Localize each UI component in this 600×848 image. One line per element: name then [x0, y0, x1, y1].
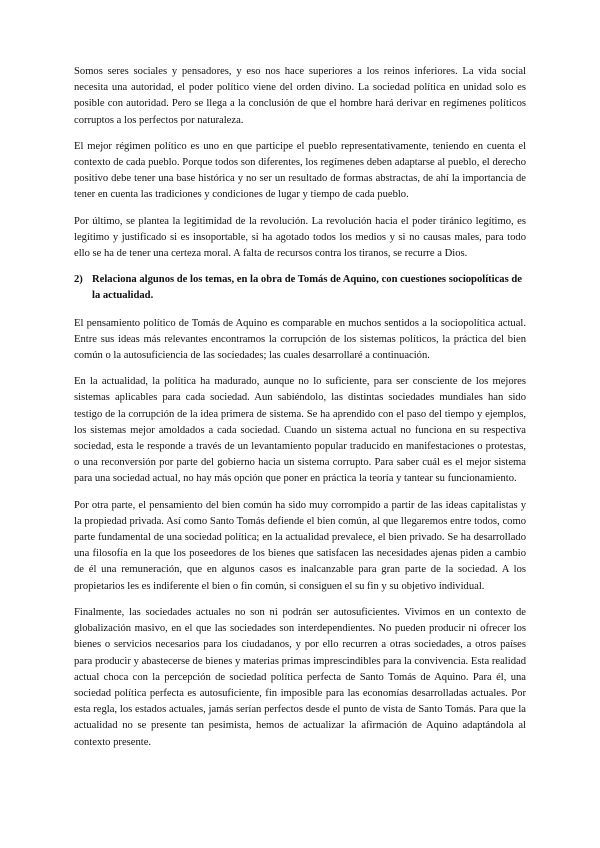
paragraph-best-regime: El mejor régimen político es uno en que participe el pueblo representativamente, teniendo en cuenta el contexto de cada pueblo. Porque todos son diferentes, los regímenes deben adaptarse al pueblo, el derecho positivo debe tener una base histórica y no ser un resultado de formas abstractas, de ahí la importancia de tener en cuenta las tradiciones y condiciones de lugar y tiempo de cada pueblo. [74, 140, 526, 201]
paragraph-self-sufficiency: Finalmente, las sociedades actuales no son ni podrán ser autosuficientes. Vivimos en un contexto de globalización masivo, en el que las sociedades son interdependientes. No pueden producir ni ofrecer los bienes o servicios necesarios para los ciudadanos, y por ello recurren a otras sociedades, a otros países para producir y abastecerse de bienes y materias primas imprescindibles para la convivencia. Esta realidad actual choca con la percepción de sociedad política perfecta de Santo Tomás de Aquino. Para él, una sociedad política perfecta es autosuficiente, fin imposible para las economías desarrolladas actuales. Por esta regla, los estados actuales, jamás serían perfectos desde el punto de vista de Santo Tomás. Para que la actualidad no se presente tan pesimista, hemos de actualizar la afirmación de Aquino adaptándola al contexto presente. [74, 606, 526, 748]
section-heading [74, 272, 526, 304]
paragraph-common-good: Por otra parte, el pensamiento del bien común ha sido muy corrompido a partir de las ideas capitalistas y la propiedad privada. Así como Santo Tomás defiende el bien común, al que llegaremos entre todos, como parte fundamental de una sociedad política; en la actualidad prevalece, el bien privado. Se ha desarrollado una filosofía en la que los poseedores de los bienes que satisfacen las necesidades ajenas piden a cambio de él una remuneración, que en algunos casos es inalcanzable para gran parte de la sociedad. A los propietarios les es indiferente el bien o fin común, si consiguen el su fin y su objetivo individual. [74, 499, 526, 592]
section-title: Relaciona algunos de los temas, en la obra de Tomás de Aquino, con cuestiones sociopolíticas de la actualidad. [92, 274, 522, 302]
paragraph-revolution: Por último, se plantea la legitimidad de la revolución. La revolución hacia el poder tiránico legítimo, es legítimo y justificado si es insoportable, si ha agotado todos los medios y si no causas males, para todo ello se ha de tener una certeza moral. A falta de recursos contra los tiranos, se recurre a Dios. [74, 215, 526, 260]
document-body [74, 64, 526, 761]
paragraph-corruption: En la actualidad, la política ha madurado, aunque no lo suficiente, para ser consciente de los mejores sistemas aplicables para cada sociedad. Aun sabiéndolo, las distintas sociedades mundiales han sido testigo de la corrupción de la idea primera de sistema. Se ha aprendido con el paso del tiempo y ejemplos, los sistemas mejor amoldados a cada sociedad. Cuando un sistema actual no funciona en su respectiva sociedad, esta le responde a través de un levantamiento popular traducido en manifestaciones o protestas, o una reconversión por parte del gobierno hacia un sistema corrupto. Para saber cuál es el mejor sistema para una sociedad actual, no hay más opción que poner en práctica la teoría y tantear su funcionamiento. [74, 376, 526, 485]
paragraph-comparison: El pensamiento político de Tomás de Aquino es comparable en muchos sentidos a la sociopolítica actual. Entre sus ideas más relevantes encontramos la corrupción de los sistemas políticos, la práctica del bien común o la autosuficiencia de las sociedades; las cuales desarrollaré a continuación. [74, 317, 526, 362]
section-number: 2) [74, 274, 83, 286]
paragraph-social-authority: Somos seres sociales y pensadores, y eso nos hace superiores a los reinos inferiores. La vida social necesita una autoridad, el poder político viene del orden divino. La sociedad política en unidad solo es posible con autoridad. Pero se llega a la conclusión de que el hombre hará derivar en regímenes políticos corruptos a los perfectos por naturaleza. [74, 66, 526, 126]
